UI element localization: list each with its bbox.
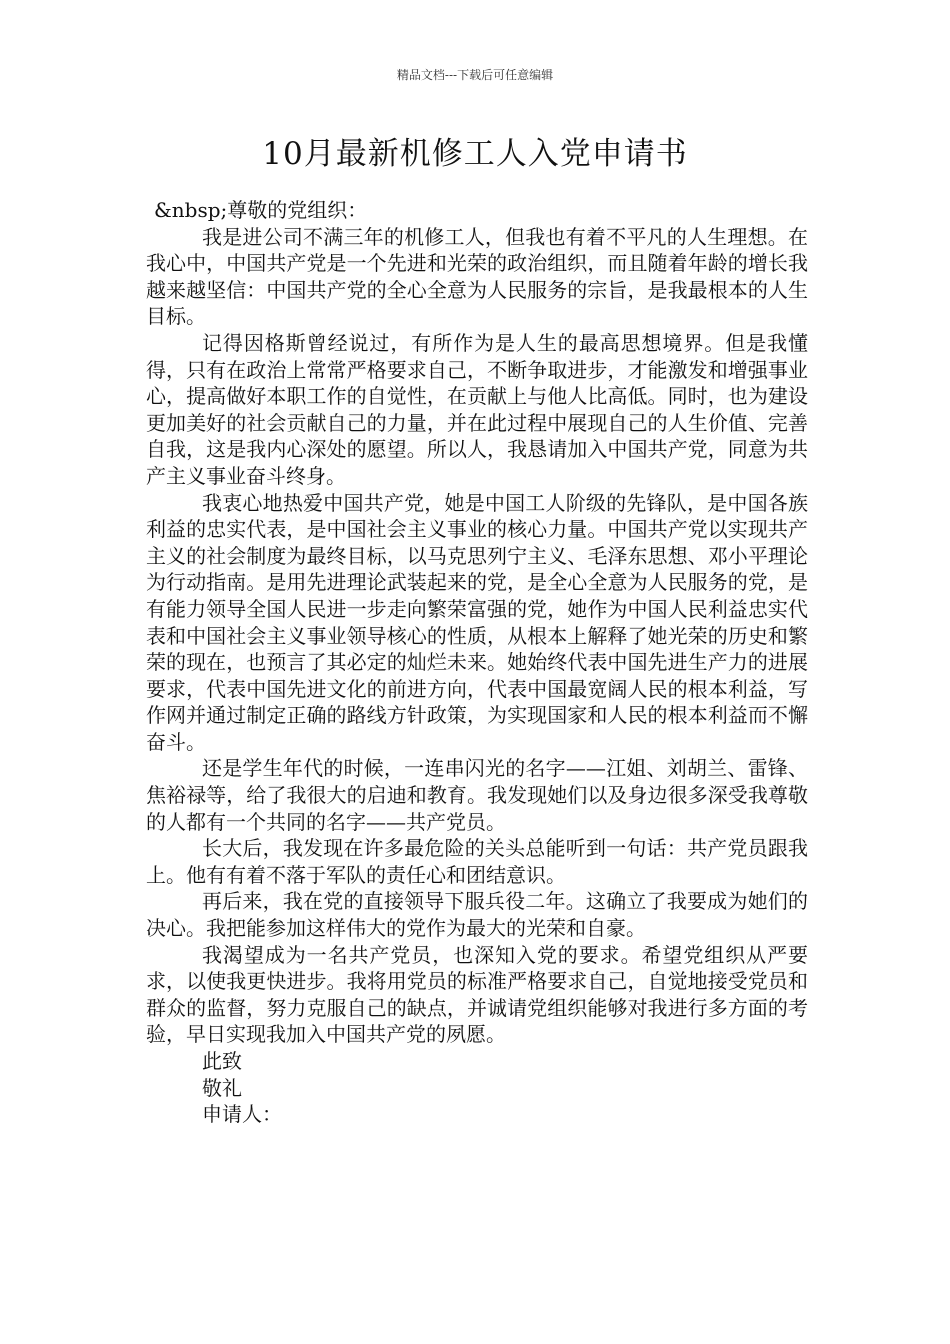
document-title: 10月最新机修工人入党申请书 <box>262 136 688 172</box>
paragraph-7: 我渴望成为一名共产党员，也深知入党的要求。希望党组织从严要求，以使我更快进步。我将用党员的标准严格要求自己，自觉地接受党员和群众的监督，努力克服自己的缺点，并诚请党组织能够对我进行多方面的考验，早日实现我加入中国共产党的夙愿。 <box>146 942 808 1047</box>
header-note: 精品文档---下载后可任意编辑 <box>396 68 554 82</box>
paragraph-4: 还是学生年代的时候，一连串闪光的名字——江姐、刘胡兰、雷锋、焦裕禄等，给了我很大的启迪和教育。我发现她们以及身边很多深受我尊敬的人都有一个共同的名字——共产党员。 <box>146 756 808 834</box>
applicant-label: 申请人： <box>202 1102 282 1127</box>
paragraph-5: 长大后，我发现在许多最危险的关头总能听到一句话：共产党员跟我上。他有有着不落于军队的责任心和团结意识。 <box>146 836 808 887</box>
closing-salute: 此致 <box>202 1049 242 1073</box>
paragraph-2: 记得因格斯曾经说过，有所作为是人生的最高思想境界。但是我懂得，只有在政治上常常严格要求自己，不断争取进步，才能激发和增强事业心，提高做好本职工作的自觉性，在贡献上与他人比高低。同时，也为建设更加美好的社会贡献自己的力量，并在此过程中展现自己的人生价值、完善自我，这是我内心深处的愿望。所以人，我恳请加入中国共产党，同意为共产主义事业奋斗终身。 <box>146 330 808 488</box>
paragraph-6: 再后来，我在党的直接领导下服兵役二年。这确立了我要成为她们的决心。我把能参加这样伟大的党作为最大的光荣和自豪。 <box>146 889 808 941</box>
closing-regards: 敬礼 <box>202 1075 242 1100</box>
paragraph-1: 我是进公司不满三年的机修工人，但我也有着不平凡的人生理想。在我心中，中国共产党是一个先进和光荣的政治组织，而且随着年龄的增长我越来越坚信：中国共产党的全心全意为人民服务的宗旨，是我最根本的人生目标。 <box>146 224 808 329</box>
paragraph-3: 我衷心地热爱中国共产党，她是中国工人阶级的先锋队，是中国各族利益的忠实代表，是中国社会主义事业的核心力量。中国共产党以实现共产主义的社会制度为最终目标，以马克思列宁主义、毛泽东思想、邓小平理论为行动指南。是用先进理论武装起来的党，是全心全意为人民服务的党，是有能力领导全国人民进一步走向繁荣富强的党，她作为中国人民利益忠实代表和中国社会主义事业领导核心的性质，从根本上解释了她光荣的历史和繁荣的现在，也预言了其必定的灿烂未来。她始终代表中国先进生产力的进展要求，代表中国先进文化的前进方向，代表中国最宽阔人民的根本利益，写作网并通过制定正确的路线方针政策，为实现国家和人民的根本利益而不懈奋斗。 <box>146 490 808 754</box>
salutation: &nbsp;尊敬的党组织： <box>154 198 368 222</box>
document-body <box>146 197 808 1128</box>
